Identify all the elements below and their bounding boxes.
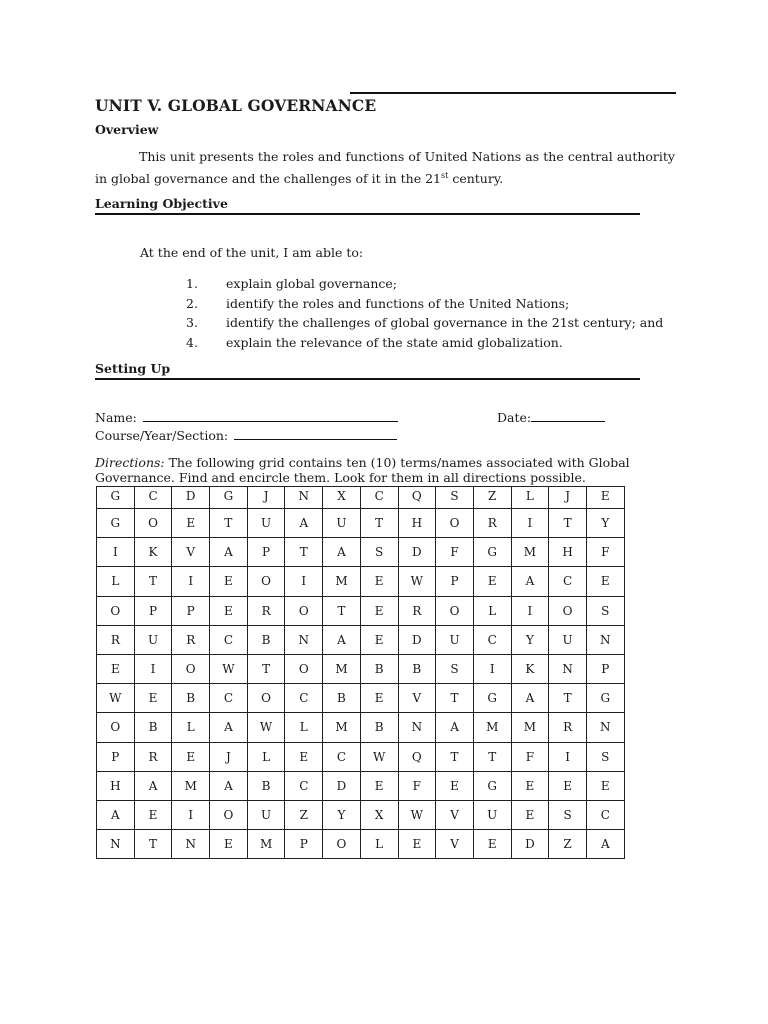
grid-cell[interactable]: A	[97, 800, 135, 829]
learning-objective-heading: Learning Objective	[95, 196, 228, 211]
grid-cell[interactable]: E	[511, 771, 549, 800]
grid-cell[interactable]: L	[473, 596, 511, 625]
overview-heading: Overview	[95, 122, 159, 137]
grid-cell[interactable]: Y	[586, 509, 624, 538]
grid-cell[interactable]: T	[436, 684, 474, 713]
objective-number: 2.	[186, 295, 198, 311]
grid-cell[interactable]: M	[172, 771, 210, 800]
grid-cell[interactable]: P	[97, 742, 135, 771]
grid-cell[interactable]: T	[210, 509, 248, 538]
grid-row	[97, 742, 625, 771]
objective-text: identify the challenges of global governance in the 21st century; and	[226, 315, 664, 330]
grid-cell[interactable]: A	[511, 567, 549, 596]
grid-cell[interactable]: O	[247, 567, 285, 596]
grid-cell[interactable]: P	[172, 596, 210, 625]
grid-cell[interactable]: W	[247, 713, 285, 742]
grid-cell[interactable]: H	[97, 771, 135, 800]
grid-cell[interactable]: E	[360, 625, 398, 654]
grid-cell[interactable]: P	[134, 596, 172, 625]
grid-cell[interactable]: V	[436, 800, 474, 829]
grid-cell[interactable]: S	[436, 487, 474, 509]
grid-cell[interactable]: N	[586, 625, 624, 654]
grid-row	[97, 487, 625, 509]
word-search-grid	[96, 486, 625, 859]
course-blank[interactable]	[234, 427, 397, 440]
grid-row	[97, 800, 625, 829]
grid-cell[interactable]: P	[247, 538, 285, 567]
grid-cell[interactable]: E	[210, 830, 248, 859]
unit-title: UNIT V. GLOBAL GOVERNANCE	[95, 96, 377, 115]
grid-cell[interactable]: E	[360, 567, 398, 596]
setting-up-rule	[95, 378, 640, 380]
grid-cell[interactable]: M	[511, 713, 549, 742]
grid-cell[interactable]: A	[134, 771, 172, 800]
grid-cell[interactable]: F	[586, 538, 624, 567]
grid-cell[interactable]: O	[247, 684, 285, 713]
grid-cell[interactable]: B	[360, 713, 398, 742]
grid-cell[interactable]: P	[436, 567, 474, 596]
grid-cell[interactable]: E	[172, 509, 210, 538]
grid-row	[97, 771, 625, 800]
grid-cell[interactable]: H	[549, 538, 587, 567]
grid-cell[interactable]: A	[285, 509, 323, 538]
grid-cell[interactable]: R	[247, 596, 285, 625]
objectives-intro: At the end of the unit, I am able to:	[140, 245, 364, 260]
grid-cell[interactable]: D	[172, 487, 210, 509]
grid-cell[interactable]: E	[473, 830, 511, 859]
overview-sup: st	[441, 171, 449, 180]
grid-cell[interactable]: D	[323, 771, 361, 800]
grid-cell[interactable]: E	[398, 830, 436, 859]
grid-cell[interactable]: B	[360, 654, 398, 683]
grid-cell[interactable]: K	[134, 538, 172, 567]
learning-objective-rule	[95, 213, 640, 215]
grid-cell[interactable]: B	[323, 684, 361, 713]
grid-row	[97, 830, 625, 859]
grid-cell[interactable]: E	[134, 684, 172, 713]
grid-cell[interactable]: G	[473, 538, 511, 567]
grid-cell[interactable]: R	[549, 713, 587, 742]
grid-cell[interactable]: C	[210, 684, 248, 713]
grid-cell[interactable]: K	[511, 654, 549, 683]
grid-cell[interactable]: G	[473, 771, 511, 800]
grid-cell[interactable]: C	[473, 625, 511, 654]
grid-cell[interactable]: T	[360, 509, 398, 538]
overview-text-end: century.	[448, 171, 504, 186]
grid-cell[interactable]: Z	[549, 830, 587, 859]
grid-cell[interactable]: T	[134, 830, 172, 859]
grid-cell[interactable]: E	[586, 567, 624, 596]
grid-cell[interactable]: Y	[323, 800, 361, 829]
grid-cell[interactable]: M	[473, 713, 511, 742]
grid-cell[interactable]: U	[323, 509, 361, 538]
grid-cell[interactable]: T	[285, 538, 323, 567]
grid-cell[interactable]: B	[247, 625, 285, 654]
grid-cell[interactable]: D	[398, 625, 436, 654]
grid-cell[interactable]: O	[436, 509, 474, 538]
date-label: Date:	[497, 410, 532, 425]
grid-cell[interactable]: J	[549, 487, 587, 509]
grid-cell[interactable]: T	[473, 742, 511, 771]
directions	[95, 455, 680, 485]
grid-cell[interactable]: N	[586, 713, 624, 742]
grid-cell[interactable]: C	[323, 742, 361, 771]
grid-cell[interactable]: W	[398, 567, 436, 596]
date-field[interactable]	[497, 409, 605, 425]
grid-cell[interactable]: N	[285, 487, 323, 509]
grid-cell[interactable]: B	[247, 771, 285, 800]
grid-cell[interactable]: G	[586, 684, 624, 713]
grid-cell[interactable]: D	[398, 538, 436, 567]
grid-cell[interactable]: S	[436, 654, 474, 683]
grid-cell[interactable]: F	[511, 742, 549, 771]
grid-cell[interactable]: I	[549, 742, 587, 771]
grid-cell[interactable]: A	[586, 830, 624, 859]
grid-cell[interactable]: A	[323, 625, 361, 654]
grid-row	[97, 538, 625, 567]
grid-cell[interactable]: V	[398, 684, 436, 713]
objective-number: 1.	[186, 276, 198, 291]
grid-cell[interactable]: N	[97, 830, 135, 859]
grid-row	[97, 596, 625, 625]
grid-cell[interactable]: L	[97, 567, 135, 596]
grid-cell[interactable]: G	[97, 509, 135, 538]
grid-cell[interactable]: N	[285, 625, 323, 654]
grid-cell[interactable]: T	[323, 596, 361, 625]
grid-cell[interactable]: Q	[398, 742, 436, 771]
grid-cell[interactable]: M	[323, 713, 361, 742]
grid-cell[interactable]: O	[285, 654, 323, 683]
grid-cell[interactable]: N	[549, 654, 587, 683]
grid-cell[interactable]: V	[172, 538, 210, 567]
grid-cell[interactable]: P	[285, 830, 323, 859]
grid-cell[interactable]: R	[398, 596, 436, 625]
grid-cell[interactable]: U	[549, 625, 587, 654]
grid-row	[97, 684, 625, 713]
grid-cell[interactable]: A	[323, 538, 361, 567]
grid-cell[interactable]: T	[549, 509, 587, 538]
grid-cell[interactable]: R	[172, 625, 210, 654]
grid-cell[interactable]: B	[172, 684, 210, 713]
grid-cell[interactable]: M	[323, 654, 361, 683]
grid-row	[97, 567, 625, 596]
grid-cell[interactable]: E	[473, 567, 511, 596]
grid-cell[interactable]: W	[210, 654, 248, 683]
grid-cell[interactable]: I	[97, 538, 135, 567]
course-field[interactable]	[95, 427, 397, 443]
grid-cell[interactable]: E	[586, 487, 624, 509]
grid-cell[interactable]: E	[210, 567, 248, 596]
grid-cell[interactable]: N	[398, 713, 436, 742]
grid-cell[interactable]: W	[398, 800, 436, 829]
grid-cell[interactable]: Q	[398, 487, 436, 509]
grid-cell[interactable]: C	[586, 800, 624, 829]
objective-text: explain global governance;	[226, 276, 397, 291]
grid-cell[interactable]: C	[210, 625, 248, 654]
grid-cell[interactable]: S	[549, 800, 587, 829]
grid-cell[interactable]: B	[398, 654, 436, 683]
grid-cell[interactable]: J	[210, 742, 248, 771]
objective-text: identify the roles and functions of the United Nations;	[226, 295, 570, 311]
grid-cell[interactable]: A	[210, 538, 248, 567]
grid-cell[interactable]: T	[134, 567, 172, 596]
grid-cell[interactable]: A	[436, 713, 474, 742]
grid-cell[interactable]: O	[172, 654, 210, 683]
grid-cell[interactable]: E	[210, 596, 248, 625]
grid-cell[interactable]: T	[436, 742, 474, 771]
grid-cell[interactable]: O	[210, 800, 248, 829]
grid-cell[interactable]: U	[247, 800, 285, 829]
grid-cell[interactable]: T	[247, 654, 285, 683]
grid-cell[interactable]: E	[97, 654, 135, 683]
grid-cell[interactable]: C	[285, 684, 323, 713]
grid-cell[interactable]: H	[398, 509, 436, 538]
grid-cell[interactable]: O	[134, 509, 172, 538]
grid-cell[interactable]: E	[436, 771, 474, 800]
grid-cell[interactable]: R	[473, 509, 511, 538]
grid-cell[interactable]: E	[360, 596, 398, 625]
grid-cell[interactable]: G	[473, 684, 511, 713]
grid-cell[interactable]: A	[210, 771, 248, 800]
grid-cell[interactable]: E	[586, 771, 624, 800]
grid-cell[interactable]: N	[172, 830, 210, 859]
objective-number: 3.	[186, 315, 198, 330]
grid-cell[interactable]: E	[511, 800, 549, 829]
grid-cell[interactable]: W	[360, 742, 398, 771]
grid-cell[interactable]: L	[285, 713, 323, 742]
grid-cell[interactable]: D	[511, 830, 549, 859]
grid-cell[interactable]: G	[210, 487, 248, 509]
grid-cell[interactable]: G	[97, 487, 135, 509]
grid-cell[interactable]: O	[285, 596, 323, 625]
directions-label: Directions:	[95, 455, 165, 470]
grid-cell[interactable]: U	[473, 800, 511, 829]
grid-cell[interactable]: I	[172, 800, 210, 829]
grid-cell[interactable]: Z	[473, 487, 511, 509]
grid-cell[interactable]: T	[549, 684, 587, 713]
grid-row	[97, 713, 625, 742]
grid-cell[interactable]: A	[511, 684, 549, 713]
name-label: Name:	[95, 410, 141, 425]
grid-cell[interactable]: I	[172, 567, 210, 596]
grid-cell[interactable]: I	[134, 654, 172, 683]
grid-cell[interactable]: U	[436, 625, 474, 654]
grid-cell[interactable]: A	[210, 713, 248, 742]
grid-cell[interactable]: E	[360, 771, 398, 800]
grid-cell[interactable]: S	[586, 596, 624, 625]
overview-text: This unit presents the roles and functions of United Nations as the central authority in global governance and the challenges of it in the 21	[95, 149, 675, 186]
grid-row	[97, 625, 625, 654]
grid-cell[interactable]: E	[172, 742, 210, 771]
grid-cell[interactable]: F	[436, 538, 474, 567]
grid-cell[interactable]: B	[134, 713, 172, 742]
grid-cell[interactable]: E	[360, 684, 398, 713]
grid-cell[interactable]: O	[323, 830, 361, 859]
grid-cell[interactable]: E	[285, 742, 323, 771]
grid-cell[interactable]: V	[436, 830, 474, 859]
objective-text: explain the relevance of the state amid globalization.	[226, 334, 563, 350]
grid-cell[interactable]: M	[511, 538, 549, 567]
grid-cell[interactable]: O	[436, 596, 474, 625]
grid-cell[interactable]: L	[360, 830, 398, 859]
grid-cell[interactable]: J	[247, 487, 285, 509]
grid-cell[interactable]: U	[134, 625, 172, 654]
grid-cell[interactable]: I	[285, 567, 323, 596]
grid-cell[interactable]: C	[360, 487, 398, 509]
grid-cell[interactable]: X	[360, 800, 398, 829]
grid-cell[interactable]: M	[247, 830, 285, 859]
grid-cell[interactable]: L	[511, 487, 549, 509]
grid-cell[interactable]: E	[549, 771, 587, 800]
grid-cell[interactable]: C	[134, 487, 172, 509]
grid-row	[97, 509, 625, 538]
grid-cell[interactable]: W	[97, 684, 135, 713]
grid-cell[interactable]: S	[360, 538, 398, 567]
overview-paragraph	[95, 146, 675, 190]
grid-cell[interactable]: U	[247, 509, 285, 538]
grid-cell[interactable]: L	[172, 713, 210, 742]
grid-cell[interactable]: E	[134, 800, 172, 829]
grid-cell[interactable]: O	[549, 596, 587, 625]
grid-cell[interactable]: P	[586, 654, 624, 683]
directions-text: The following grid contains ten (10) terms/names associated with Global Governance. Find and encircle them. Look for them in all directions possible.	[95, 455, 630, 485]
grid-cell[interactable]: X	[323, 487, 361, 509]
grid-row	[97, 654, 625, 683]
grid-cell[interactable]: R	[134, 742, 172, 771]
course-label: Course/Year/Section:	[95, 428, 233, 443]
header-rule	[350, 92, 676, 94]
grid-cell[interactable]: C	[285, 771, 323, 800]
name-blank[interactable]	[143, 409, 398, 422]
grid-cell[interactable]: C	[549, 567, 587, 596]
date-blank[interactable]	[531, 409, 605, 422]
name-field[interactable]	[95, 409, 398, 425]
grid-cell[interactable]: O	[97, 713, 135, 742]
grid-cell[interactable]: F	[398, 771, 436, 800]
setting-up-heading: Setting Up	[95, 361, 171, 376]
grid-cell[interactable]: S	[586, 742, 624, 771]
grid-cell[interactable]: L	[247, 742, 285, 771]
grid-cell[interactable]: M	[323, 567, 361, 596]
grid-cell[interactable]: I	[511, 509, 549, 538]
grid-cell[interactable]: I	[473, 654, 511, 683]
grid-cell[interactable]: Y	[511, 625, 549, 654]
grid-cell[interactable]: O	[97, 596, 135, 625]
grid-cell[interactable]: Z	[285, 800, 323, 829]
objective-number: 4.	[186, 334, 198, 350]
grid-cell[interactable]: R	[97, 625, 135, 654]
grid-cell[interactable]: I	[511, 596, 549, 625]
